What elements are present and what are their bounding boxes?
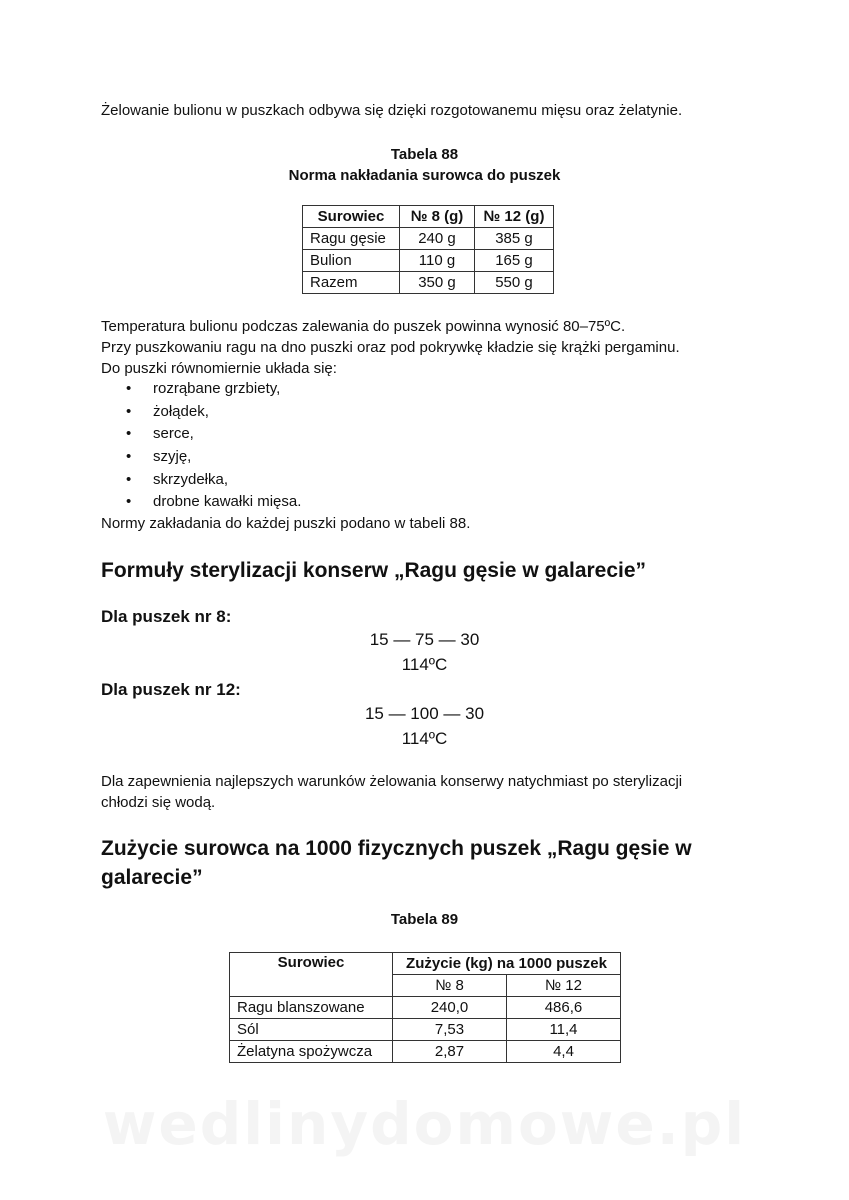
bullet-icon: • <box>126 448 132 466</box>
list-item-text: żołądek, <box>153 402 209 420</box>
cooling-note-line: chłodzi się wodą. <box>101 794 216 811</box>
list-item-text: rozrąbane grzbiety, <box>153 380 281 397</box>
paragraph-line: Przy puszkowaniu ragu na dno puszki oraz pod pokrywkę kładzie się krążki pergaminu. <box>101 339 680 356</box>
list-item-text: skrzydełka, <box>153 470 229 488</box>
table-header-cell: № 12 <box>506 975 620 997</box>
can8-label: Dla puszek nr 8: <box>101 607 232 626</box>
watermark: wedlinydomowe.pl <box>102 1090 747 1158</box>
table-row <box>230 997 621 1019</box>
table-cell: Bulion <box>303 250 400 272</box>
table-row <box>303 272 554 294</box>
table-cell: 240,0 <box>393 997 507 1019</box>
list-item <box>101 423 301 446</box>
table-row <box>230 1041 621 1063</box>
table-cell: 350 g <box>400 272 475 294</box>
can8-formula: 15 — 75 — 30 <box>369 630 480 649</box>
table-cell: Żelatyna spożywcza <box>230 1041 393 1063</box>
table-89 <box>229 952 621 1063</box>
table-header-cell: Surowiec <box>303 206 400 228</box>
table-cell: Ragu gęsie <box>303 228 400 250</box>
section-heading-consumption: Zużycie surowca na 1000 fizycznych puszek „Ragu gęsie w <box>101 837 692 860</box>
table-header-row <box>230 953 621 975</box>
list-item <box>101 401 301 424</box>
table-cell: 7,53 <box>393 1019 507 1041</box>
intro-text: Żelowanie bulionu w puszkach odbywa się dzięki rozgotowanemu mięsu oraz żelatynie. <box>101 102 683 119</box>
list-item-text: drobne kawałki mięsa. <box>153 493 302 511</box>
table-88 <box>302 205 554 294</box>
table-cell: 165 g <box>475 250 554 272</box>
table-cell: 385 g <box>475 228 554 250</box>
table-header-cell: № 8 (g) <box>400 206 475 228</box>
table-header-cell: Zużycie (kg) na 1000 puszek <box>393 953 621 975</box>
bullet-icon: • <box>126 380 132 397</box>
table-cell: 4,4 <box>506 1041 620 1063</box>
list-item-text: serce, <box>153 425 194 443</box>
list-item <box>101 446 301 469</box>
table-cell: 110 g <box>400 250 475 272</box>
table-row <box>303 228 554 250</box>
bullet-icon: • <box>126 402 132 420</box>
table88-number: Tabela 88 <box>390 146 459 163</box>
bullet-icon: • <box>126 425 132 443</box>
table-header-cell: № 12 (g) <box>475 206 554 228</box>
can12-temperature: 114ºC <box>401 729 448 748</box>
table-header-row <box>303 206 554 228</box>
table-cell: 486,6 <box>506 997 620 1019</box>
cooling-note-line: Dla zapewnienia najlepszych warunków żelowania konserwy natychmiast po sterylizacji <box>101 773 683 790</box>
table-cell: 550 g <box>475 272 554 294</box>
list-item <box>101 491 301 514</box>
list-item <box>101 378 301 401</box>
bullet-icon: • <box>126 470 132 488</box>
paragraph-line: Do puszki równomiernie układa się: <box>101 360 337 377</box>
list-item <box>101 469 301 492</box>
paragraph-line: Temperatura bulionu podczas zalewania do puszek powinna wynosić 80–75ºC. <box>101 318 626 335</box>
section-heading-consumption-cont: galarecie” <box>101 866 203 889</box>
table-header-cell: Surowiec <box>230 953 393 997</box>
list-item-text: szyję, <box>153 448 192 466</box>
ingredient-list <box>101 378 301 514</box>
bullet-icon: • <box>126 493 132 511</box>
table-cell: 11,4 <box>506 1019 620 1041</box>
table89-number: Tabela 89 <box>390 911 459 928</box>
can8-temperature: 114ºC <box>401 655 448 674</box>
table-row <box>303 250 554 272</box>
table-cell: Ragu blanszowane <box>230 997 393 1019</box>
table-cell: Sól <box>230 1019 393 1041</box>
table-cell: 2,87 <box>393 1041 507 1063</box>
table88-title: Norma nakładania surowca do puszek <box>288 167 561 184</box>
norms-note: Normy zakładania do każdej puszki podano w tabeli 88. <box>101 515 471 532</box>
can12-formula: 15 — 100 — 30 <box>364 704 485 723</box>
section-heading-sterilization: Formuły sterylizacji konserw „Ragu gęsie w galarecie” <box>101 559 647 582</box>
table-cell: 240 g <box>400 228 475 250</box>
can12-label: Dla puszek nr 12: <box>101 680 241 699</box>
table-cell: Razem <box>303 272 400 294</box>
table-row <box>230 1019 621 1041</box>
table-header-cell: № 8 <box>393 975 507 997</box>
